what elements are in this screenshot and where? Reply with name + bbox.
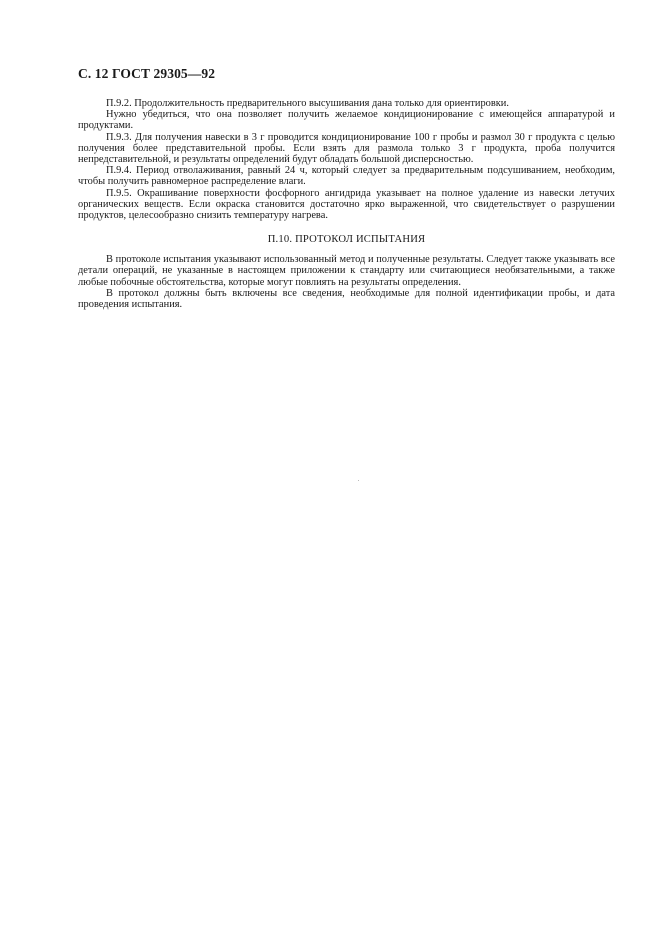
report-paragraph-2: В протокол должны быть включены все сведения, необходимые для полной идентификации пробы, и дата проведения испытания.: [78, 287, 615, 311]
note-9-5: П.9.5. Окрашивание поверхности фосфорного ангидрида указывает на полное удаление из навески летучих органических веществ. Если окраска становится достаточно ярко выраженной, что свидетельствует о разрушении продуктов, целесообразно снизить температуру нагрева.: [78, 187, 615, 222]
appendix-notes-block: [78, 98, 615, 221]
scan-dot: [358, 480, 359, 481]
note-9-2: П.9.2. Продолжительность предварительного высушивания дана только для ориентировки.: [106, 98, 509, 109]
note-9-2-continuation: Нужно убедиться, что она позволяет получить желаемое кондиционирование с имеющейся аппаратурой и продуктами.: [78, 109, 615, 132]
note-9-4: П.9.4. Период отволаживания, равный 24 ч, который следует за предварительным подсушиванием, необходим, чтобы получить равномерное распределение влаги.: [78, 165, 615, 188]
page-header: С. 12 ГОСТ 29305—92: [78, 66, 216, 81]
section-heading: П.10. ПРОТОКОЛ ИСПЫТАНИЯ: [267, 234, 426, 245]
report-paragraph-1: В протоколе испытания указывают использованный метод и полученные результаты. Следует также указывать все детали операций, не указанные в настоящем приложении к стандарту или считающиеся необязательными, а также любые побочные обстоятельства, которые могут повлиять на результаты определения.: [78, 254, 615, 288]
note-9-3: П.9.3. Для получения навески в 3 г проводится кондиционирование 100 г пробы и размол 30 г продукта с целью получения более представительной пробы. Если взять для размола только 3 г продукта, проба получится непредставительной, и результаты определений будут обладать большой дисперсностью.: [78, 131, 615, 166]
test-report-section: [78, 234, 615, 310]
